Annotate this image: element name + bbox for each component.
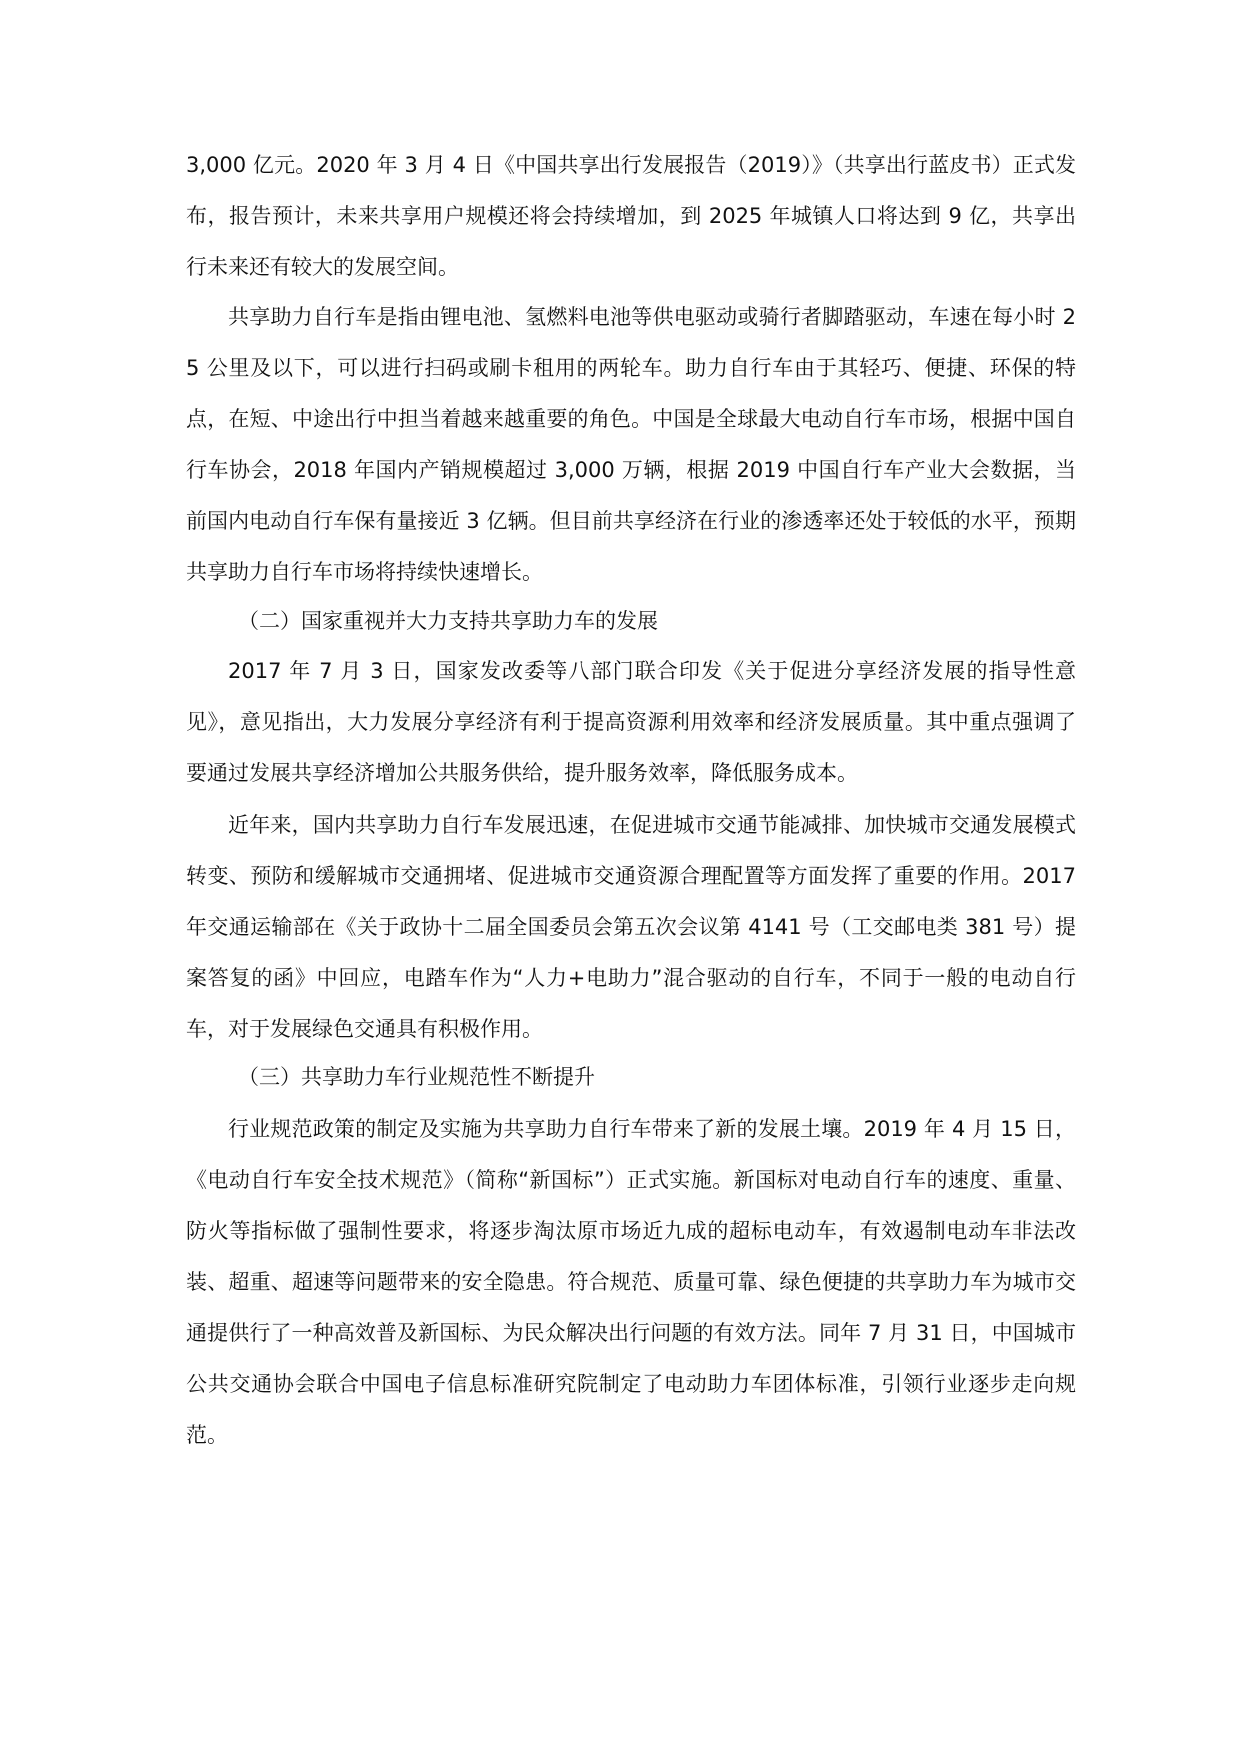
paragraph-recent-development: 近年来，国内共享助力自行车发展迅速，在促进城市交通节能减排、加快城市交通发展模式转变、预防和缓解城市交通拥堵、促进城市交通资源合理配置等方面发挥了重要的作用。2017 年交通运输部在《关于政协十二届全国委员会第五次会议第 4141 号（工交邮电类 381 号）提案答复的函》中回应，电踏车作为“人力+电助力”混合驱动的自行车，不同于一般的电动自行车，对于发展绿色交通具有积极作用。 [186, 813, 1076, 1041]
paragraph-shared-mobility-report: 3,000 亿元。2020 年 3 月 4 日《中国共享出行发展报告（2019）》（共享出行蓝皮书）正式发布，报告预计，未来共享用户规模还将会持续增加，到 2025 年城镇人口将达到 9 亿，共享出行未来还有较大的发展空间。 [186, 153, 1076, 279]
paragraph-new-national-standard: 行业规范政策的制定及实施为共享助力自行车带来了新的发展土壤。2019 年 4 月 15 日，《电动自行车安全技术规范》（简称“新国标”）正式实施。新国标对电动自行车的速度、重量、防火等指标做了强制性要求，将逐步淘汰原市场近九成的超标电动车，有效遏制电动车非法改装、超重、超速等问题带来的安全隐患。符合规范、质量可靠、绿色便捷的共享助力车为城市交通提供行了一种高效普及新国标、为民众解决出行问题的有效方法。同年 7 月 31 日，中国城市公共交通协会联合中国电子信息标准研究院制定了电动助力车团体标准，引领行业逐步走向规范。 [186, 1117, 1076, 1447]
section-heading-industry-standards: （三）共享助力车行业规范性不断提升 [238, 1065, 595, 1089]
paragraph-ndrc-guidance: 2017 年 7 月 3 日，国家发改委等八部门联合印发《关于促进分享经济发展的指导性意见》，意见指出，大力发展分享经济有利于提高资源利用效率和经济发展质量。其中重点强调了要通过发展共享经济增加公共服务供给，提升服务效率，降低服务成本。 [186, 659, 1076, 785]
paragraph-shared-e-bike-definition: 共享助力自行车是指由锂电池、氢燃料电池等供电驱动或骑行者脚踏驱动，车速在每小时 25 公里及以下，可以进行扫码或刷卡租用的两轮车。助力自行车由于其轻巧、便捷、环保的特点，在短、中途出行中担当着越来越重要的角色。中国是全球最大电动自行车市场，根据中国自行车协会，2018 年国内产销规模超过 3,000 万辆，根据 2019 中国自行车产业大会数据，当前国内电动自行车保有量接近 3 亿辆。但目前共享经济在行业的渗透率还处于较低的水平，预期共享助力自行车市场将持续快速增长。 [186, 305, 1076, 584]
section-heading-national-support: （二）国家重视并大力支持共享助力车的发展 [238, 609, 658, 633]
